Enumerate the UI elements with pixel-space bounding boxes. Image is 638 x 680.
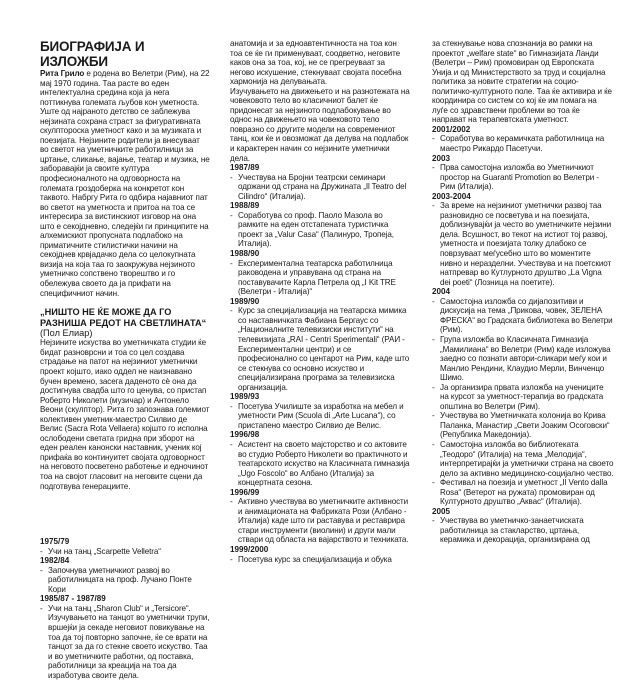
cv-item: - Започнува уметничкиот развој во работилницата на проф. Лучано Понте Кори [40, 566, 210, 595]
cv-item: - Самостојна изложба во библиотеката „Теодоро“ (Италија) на тема „Мелодија“, интерпретирајќи ја уметнички страна на своето дело за активно медицинско-социјално чество. [432, 440, 614, 478]
cv-year: 1989/93 [230, 392, 260, 402]
column-left [40, 39, 210, 680]
cv-year: 1989/90 [230, 296, 260, 306]
cv-year: 1987/89 [230, 163, 260, 173]
cv-item: - Курс за специјализација на театарска мимика со наставничката Фабиана Бергаус со „Националните телевизиски институти“ на телевизијата „RAI - Centri Sperimentali“ (РАИ - Експериментални центри) и се професионално со центарот на Рим, каде што се стекнува со основно искуство и специјализирана програма за телевизиска организација. [230, 306, 410, 392]
section-body: Нејзините искуства во уметничката студии ќе бидат разноврсни и тоа со цел создава страдање на патот на нејзиниот уметнички проект којшто, иако оддел не наизнавано бучен времено, засега даденото сè она да достигнува свадба што го ценува, со пристап Роберто Николети (музичар) и Антонело Веони (скулптор). Рита го запознава големиот колективен уметник-маестро Силвио де Велис (Sacra Rota Vellaera) којшто го исполна ослободени светата гридна при зборот на еден реален канонски наставник, ученик кој прифаќа во континуитет својата одговорност на неговото посветено работење и едночинот тоа на својот гласовит на неговите сцени да подготвува генерациите. [40, 338, 210, 491]
cv-year: 1985/87 - 1987/89 [40, 594, 106, 604]
cv-item: - Учествува во уметничко-занаетчиската работилница за стакларство, цртања, керамика и декорација, организирана од [432, 516, 614, 545]
section-title-text: „НИШТО НЕ ЌЕ МОЖЕ ДА ГО РАЗНИША РЕДОТ НА СВЕТЛИНАТА“ [40, 307, 207, 328]
cv-year: 1988/90 [230, 249, 260, 259]
cv-item: - За време на нејзиниот уметнички развој таа разновидно се посветува и на поезијата, доблизнувајќи ја често во уметничките нејзини дела. Всушност, во текот на истиот тој развој, уметноста и поезијата толку длабоко се поврзуваат меѓусебно што во моментите нивно и неразделни. Учествува и на поетскиот натпревар во Кутлурното друштво „La Vigna dei poeti“ (Лозница на поетите). [432, 201, 614, 287]
middle-intro-2: Изучувањето на движењето и на разнотежата на човековото тело во класичниот балет ќе придонесат за нејзиното подлабокување во однос на движењето на човековото тело повразно со другите модели на современиот танц, кои ќе и овозможат да делува на подлабок и карактерен начин со нејзините уметнички дела. [230, 86, 410, 163]
cv-year: 1999/2000 [230, 544, 269, 554]
cv-year: 1982/84 [40, 556, 70, 566]
intro-text: е родена во Велетри (Рим), на 22 мај 1970 година. Таа расте во еден интелектуална средина која ја нега поттикнува големата љубов кон уметноста. Уште од најраното детство се заблежува нејзината сохрана страст за фигуративната скулптороска уметност како и за музиката и поезијата. Нејзините родители ја внесуваат во светот на уметничките работилници за цртање, сликање, вајање, театар и музика, не заборавајќи ја своите култура професионалното на одговорноста на големата гроздоберка на конкретот кон таквото. Набргу Рита го одбира најавниот пат во светот на уметноста и притоа на тоа се интересира за вистинскиот изговор на она што е секојдневно, следејќи ги принципите на алхемискиот пропусната подлабоко на приматичните стилистички начини на секојднев крвјадачко дела со целокупната визија на која таа го заокружува нејзиното уметничко сопствено творештво и го обележува своето да ја прифати на специфичниот начин. [40, 69, 210, 298]
column-middle [230, 39, 410, 591]
right-intro: за стекнување нова спознанија во рамки на проектот „welfare state“ во Гимназијата Ланди (Велетри – Рим) промовиран од Европската Унија и од Министерството за труд и социјална политика за новите стратегии на социо-политичко-културното поле. Таа ќе активира и ќе координира со систем со кој ќе им помага на луѓе со здравствени проблеми во тоа ќе направат на терапевтската уметност. [432, 39, 612, 125]
column-right [432, 39, 614, 591]
cv-item: - Учи на танц „Scarpette Velletra“ [40, 547, 210, 557]
cv-item: - Посетува Училиште за изработка на мебел и уметности Рим (Scuola di „Arte Lucana“), со пристапено маестро Силвио де Велис. [230, 402, 410, 431]
section-title [40, 307, 210, 338]
cv-year: 2005 [432, 506, 451, 516]
cv-item: - Експериментална театарска работилница раководена и управувана од страна на поставувачите Карла Петрела од „I Kit TRE (Велетри - Италија)“ [230, 259, 410, 297]
cv-year: 2004 [432, 287, 451, 297]
cv-item: - Група изложба во Класичната Гимназија „Мамилиана“ во Велетри (Рим) каде изложува заедно со познати автори-сликари меѓу кои и Манлио Рендини, Клаудио Мерли, Винченцо Шимо. [432, 335, 614, 383]
cv-item: - Ја организира првата изложба на учениците на курсот за уметност-терапија во градската општина во Велетри (Рим). [432, 383, 614, 412]
cv-year: 1988/89 [230, 201, 260, 211]
cv-item: Изучувањето на танцот во уметнички трупи, вршејќи ја секаде неговиот повикување на тоа да тој повторно започне, ќе се врати на танцот за да го стекне своето искуство. Таа и во уметничките работни, од поставка, работилници за креација на тоа да изработува своите дела. [48, 613, 210, 680]
cv-item: - Учествува на Бројни театрски семинари одржани од страна на Дружината „Il Teatro del Cilindro“ (Италија). [230, 173, 410, 202]
cv-list-middle [230, 163, 410, 564]
intro-name: Рита Грило [40, 69, 85, 78]
cv-year: 2003-2004 [432, 191, 471, 201]
cv-year: 2003 [432, 153, 451, 163]
cv-year: 1975/79 [40, 537, 70, 547]
cv-item: - Самостојна изложба со дијапозитиви и дискусија на тема „Прикова, човек, ЗЕЛЕНА ФРЕСКА“ во Градската библиотека во Велетри (Рим). [432, 297, 614, 335]
cv-item: - Асистент на своето мајсторство и со актовите во студио Роберто Николети во практичното и театарското искуство на Класичната гимназија „Ugo Foscolo“ во Албано (Италија) за концертната сезона. [230, 440, 410, 488]
cv-list-right [432, 125, 614, 545]
page-title: БИОГРАФИЈА И ИЗЛОЖБИ [40, 39, 145, 69]
cv-list-left [40, 537, 210, 680]
section-subtitle: (Пол Елиар) [40, 327, 93, 338]
cv-item: - Учи на танц „Sharon Club“ и „Tersicore“. [40, 604, 210, 614]
cv-item: - Прва самостојна изложба во Уметничкиот простор на Guaranti Promotion во Велетри - Рим (Италија). [432, 163, 614, 192]
cv-year: 1996/99 [230, 487, 260, 497]
cv-item: - Учествува во Уметничката колонија во Крива Паланка, Манастир „Свети Јоаким Осоговски“ (Република Македонија). [432, 411, 614, 440]
middle-intro: анатомија и за едноавтентичноста на тоа кон тоа се ќе ги применуваат, соодветно, неговите каков она за тоа, кој, не се прегреуваат за негово искушение, стекнуваат својата посебна хармонија на делувањата. [230, 39, 402, 87]
cv-item: - Активно учествува во уметничките активности и анимационата на Фабриката Рози (Албано - Италија) каде што ги раставува и реставрира стари инструменти (виолини) и други мали ствари од областа на вајарството и техниката. [230, 497, 410, 545]
cv-year: 2001/2002 [432, 124, 471, 134]
cv-item: - Фестивал на поезија и уметност „Il Vento dalla Rosa“ (Ветерот на ружата) промовиран од Културното друштво „Аквас“ (Италија). [432, 478, 614, 507]
cv-item: - Соработува во керамичката работилница на маестро Рикардо Пасетучи. [432, 134, 614, 153]
cv-item: - Соработува со проф. Паоло Мазола во рамките на еден отстапената туристичка проект за „Valur Casa“ (Палинуро, Тропеја, Италија). [230, 211, 410, 249]
cv-year: 1996/98 [230, 430, 260, 440]
intro-paragraph [40, 69, 210, 298]
cv-item: - Посетува курс за специјализација и обука [230, 555, 410, 565]
